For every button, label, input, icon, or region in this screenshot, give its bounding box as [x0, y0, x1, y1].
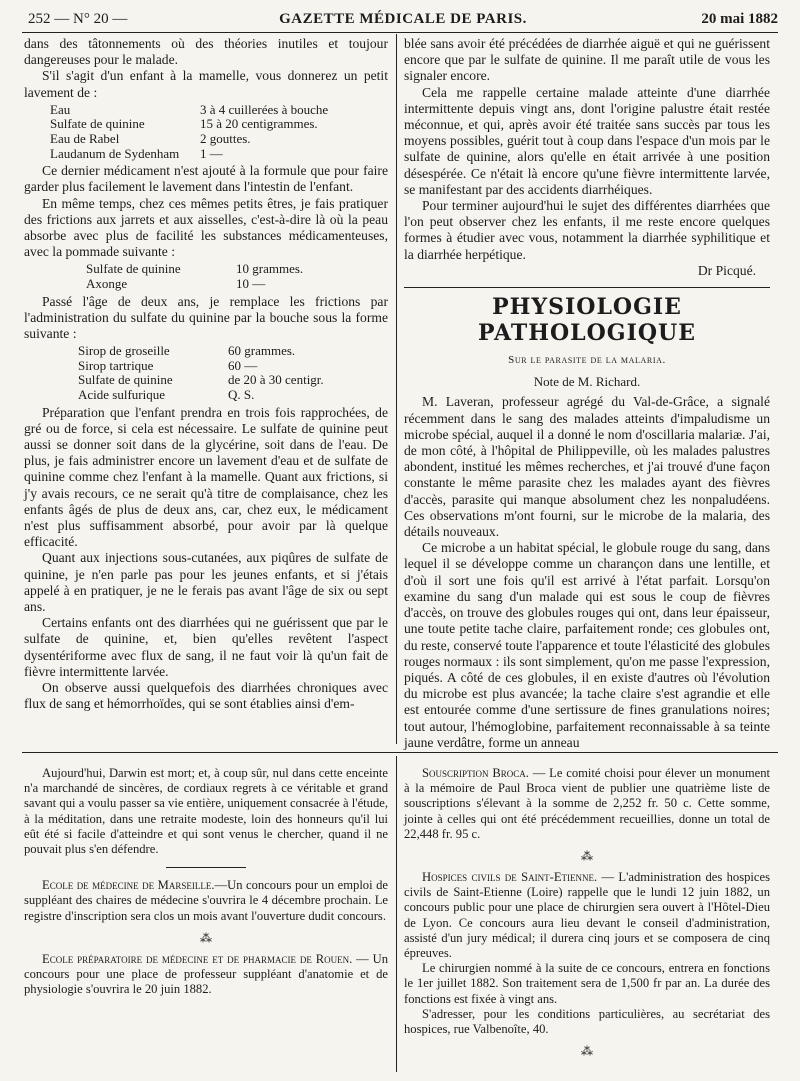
page-header	[28, 8, 778, 30]
paragraph: S'il s'agit d'un enfant à la mamelle, vous donnerez un petit lavement de :	[24, 68, 388, 100]
right-column	[404, 36, 770, 751]
journal-title: GAZETTE MÉDICALE DE PARIS.	[279, 11, 527, 27]
news-heading: Ecole préparatoire de médecine et de pharmacie de Rouen.	[42, 951, 353, 966]
news-item	[404, 870, 770, 961]
issue-date: 20 mai 1882	[701, 11, 778, 27]
rx-qty: 10 —	[236, 276, 266, 291]
news-text: — Le comité choisi pour élever un monument à la mémoire de Paul Broca vient de publier une quatrième liste de souscriptions s'élevant à la somme de 2,252 fr. 50 c. Cette somme, jointe à celles qui ont été précédemment recueillies, donne un total de 22,448 fr. 95 c.	[404, 766, 770, 841]
news-item	[24, 952, 388, 998]
asterism: ⁂	[200, 930, 212, 945]
paragraph: Quant aux injections sous-cutanées, aux piqûres de sulfate de quinine, je n'en parle pas pour les jeunes enfants, et si j'étais appelé à en pratiquer, je ne le ferais pas avant l'âge de six ou sept ans.	[24, 550, 388, 615]
rx-item: Sulfate de quinine	[50, 116, 145, 132]
prescription-row	[78, 373, 324, 388]
paragraph: En même temps, chez ces mêmes petits êtres, je fais pratiquer des frictions aux jarrets et aux aisselles, c'est-à-dire là où la peau absorbe avec plus de facilité les substances médicamenteuses, avec la pommade suivante :	[24, 195, 388, 260]
rx-item: Sulfate de quinine	[78, 372, 173, 388]
paragraph: Aujourd'hui, Darwin est mort; et, à coup sûr, nul dans cette enceinte n'a marchandé de sincères, de cordiaux regrets à ce véritable et grand savant qui a voulu passer sa vie entière, uniquement consacrée à l'étude, à la méditation, dans une retraite modeste, loin des honneurs qu'il lui eût été si facile d'atteindre et qui sont venus le chercher, quand il ne pouvait plus s'en défendre.	[24, 766, 388, 857]
paragraph: Passé l'âge de deux ans, je remplace les frictions par l'administration du sulfate du quinine par la bouche sous la forme suivante :	[24, 293, 388, 341]
lower-section-rule	[22, 752, 778, 753]
header-rule	[22, 32, 778, 33]
news-heading: Hospices civils de Saint-Etienne.	[422, 870, 598, 885]
prescription-table	[86, 262, 303, 291]
paragraph: Ce microbe a un habitat spécial, le globule rouge du sang, dans lequel il se développe comme un charançon dans une lentille, et d'où il sort une fois qu'il est arrivé à l'état parfait. Lorsqu'on examine du sang d'un malade qui est sous le coup de fièvres d'accès, on trouve des globules rouges qui ont, dans leur épaisseur, une toute petite tache claire, parfaitement ronde; ces globules ont, du reste, conservé toute l'apparence et toute l'élasticité des globules rouges normaux : ils sont simplement, qu'on me passe l'expression, piqués. A côté de ces globules, il en existe d'autres où l'évolution du microbe est plus avancée; la tache claire s'est agrandie et elle est entourée comme d'une sertissure de fines granulations noires; tout autour, l'hémoglobine, parfaitement reconnaissable à sa teinte jaune verdâtre, forme un anneau	[404, 540, 770, 750]
author-signature: Dr Picqué.	[697, 262, 756, 278]
bottom-right-column	[404, 766, 770, 1065]
rx-item: Laudanum de Sydenham	[50, 145, 180, 161]
prescription-row	[50, 132, 328, 147]
prescription-row	[50, 103, 328, 118]
prescription-row	[86, 277, 303, 292]
rx-item: Sulfate de quinine	[86, 261, 181, 277]
column-divider	[396, 756, 397, 1072]
left-column	[24, 36, 388, 712]
paragraph: On observe aussi quelquefois des diarrhées chroniques avec flux de sang et hémorrhoïdes, qui se sont établies ainsi d'em-	[24, 680, 388, 712]
prescription-table	[78, 344, 324, 402]
paragraph: Cela me rappelle certaine malade atteinte d'une diarrhée intermittente depuis vingt ans, dont l'origine palustre était restée méconnue, et qui, après avoir été traitée sans succès par tous les moyens possibles, guérit tout à coup dans l'espace d'un mois par le sulfate de quinine, alors qu'elle en était arrivée à une position désespérée. Ce n'était là encore qu'une fièvre intermittente larvée, se manifestant par des accidents diarrhéiques.	[404, 84, 770, 197]
rx-qty: 1 —	[200, 145, 223, 161]
news-item	[404, 766, 770, 842]
rx-qty: 15 à 20 centigrammes.	[200, 116, 318, 132]
paragraph: blée sans avoir été précédées de diarrhée aiguë et qui ne guérissent encore que par le sulfate de quinine. Il me paraît utile de vous les signaler encore.	[404, 36, 770, 84]
paragraph: Certains enfants ont des diarrhées qui ne guérissent que par le sulfate de quinine, et, bien qu'elles revêtent l'aspect dysentériforme avec flux de sang, il ne faut voir là qu'un fait de fièvre intermittente larvée.	[24, 615, 388, 679]
paragraph: Pour terminer aujourd'hui le sujet des différentes diarrhées que l'on peut observer chez les enfants, il me reste encore quelques formes à étudier avec vous, notamment la diarrhée syphilitique et la diarrhée herpétique.	[404, 198, 770, 262]
section-note: Note de M. Richard.	[533, 374, 641, 390]
news-text: — L'administration des hospices civils de Saint-Etienne (Loire) rappelle que le lundi 12 juin 1882, un concours public pour une place de chirurgien sera ouvert à l'Hôtel-Dieu de Lyon. Ce concours aura lieu devant le conseil d'administration, assisté d'un jury médical; il durera cinq jours et se composera de cinq épreuves.	[404, 870, 770, 961]
news-heading: Souscription Broca.	[422, 766, 529, 780]
paragraph: Le chirurgien nommé à la suite de ce concours, entrera en fonctions le 1er juillet 1882. Son traitement sera de 1,500 fr par an. La durée des fonctions est fixée à vingt ans.	[404, 961, 770, 1006]
rx-item: Sirop tartrique	[78, 357, 154, 373]
section-rule	[404, 287, 770, 288]
divider-rule	[166, 867, 246, 868]
page-number: 252 — N° 20 —	[28, 11, 128, 27]
rx-item: Eau	[50, 101, 71, 117]
bottom-left-column	[24, 766, 388, 997]
rx-qty: 60 —	[228, 357, 258, 373]
rx-qty: 3 à 4 cuillerées à bouche	[200, 101, 329, 117]
rx-qty: Q. S.	[228, 386, 255, 402]
section-subtitle: Sur le parasite de la malaria.	[508, 354, 666, 367]
rx-qty: 10 grammes.	[236, 261, 304, 277]
paragraph: S'adresser, pour les conditions particulières, au secrétariat des hospices, rue Valbenoîte, 40.	[404, 1006, 770, 1037]
paragraph: Préparation que l'enfant prendra en trois fois rapprochées, de gré ou de force, si cela est nécessaire. Le sulfate de quinine peut aussi se donner soit dans de la glycérine, soit dans de l'eau. De plus, je fais administrer encore un lavement d'eau et de sulfate de quinine comme chez l'enfant à la mamelle. Quant aux frictions, si j'y avais recours, ce ne serait qu'à titre de complaisance, chez les enfants âgés de plus de deux ans, car, chez eux, le médicament n'est plus suffisamment absorbé, pour avoir par là quelque efficacité.	[24, 404, 388, 550]
news-text: — Un concours pour une place de professeur suppléant d'anatomie et de physiologie s'ouvrira le 20 juin 1882.	[24, 951, 388, 997]
paragraph: dans des tâtonnements où des théories inutiles et toujour dangereuses pour le malade.	[24, 36, 388, 68]
prescription-row	[78, 359, 324, 374]
section-title: PHYSIOLOGIE PATHOLOGIQUE	[478, 294, 696, 347]
prescription-row	[50, 117, 328, 132]
rx-item: Acide sulfurique	[78, 386, 166, 402]
asterism: ⁂	[581, 849, 593, 864]
news-text: —Un concours pour un emploi de suppléant des chaires de médecine s'ouvrira le 4 décembre prochain. Le registre d'inscription sera clos un mois avant l'ouverture dudit concours.	[24, 878, 388, 923]
prescription-row	[78, 344, 324, 359]
asterism: ⁂	[581, 1044, 593, 1059]
rx-qty: 60 grammes.	[228, 343, 296, 359]
rx-qty: 2 gouttes.	[200, 131, 251, 146]
rx-item: Eau de Rabel	[50, 131, 120, 146]
prescription-row	[78, 388, 324, 403]
prescription-row	[86, 262, 303, 277]
news-item	[24, 878, 388, 924]
news-heading: Ecole de médecine de Marseille.	[42, 878, 215, 893]
paragraph: M. Laveran, professeur agrégé du Val-de-Grâce, a signalé récemment dans le sang des malades atteints d'impaludisme un microbe spécial, auquel il a donné le nom d'oscillaria malariæ. J'ai, de mon côté, à l'hôpital de Philippeville, où les malades palustres abondent, institué les mêmes recherches, et j'ai trouvé d'une façon constante le même parasite chez les malades ayant des fièvres d'accès, parasite qui manque absolument chez les nonpaludéens. Ces observations m'ont fourni, sur le microbe de la malaria, des détails nouveaux.	[404, 394, 770, 540]
column-divider	[396, 34, 397, 744]
prescription-row	[50, 147, 328, 162]
rx-item: Sirop de groseille	[78, 343, 170, 359]
rx-qty: de 20 à 30 centigr.	[228, 372, 324, 388]
rx-item: Axonge	[86, 276, 128, 291]
paragraph: Ce dernier médicament n'est ajouté à la formule que pour faire garder plus facilement le lavement dans l'intestin de l'enfant.	[24, 163, 388, 195]
prescription-table	[50, 103, 328, 161]
